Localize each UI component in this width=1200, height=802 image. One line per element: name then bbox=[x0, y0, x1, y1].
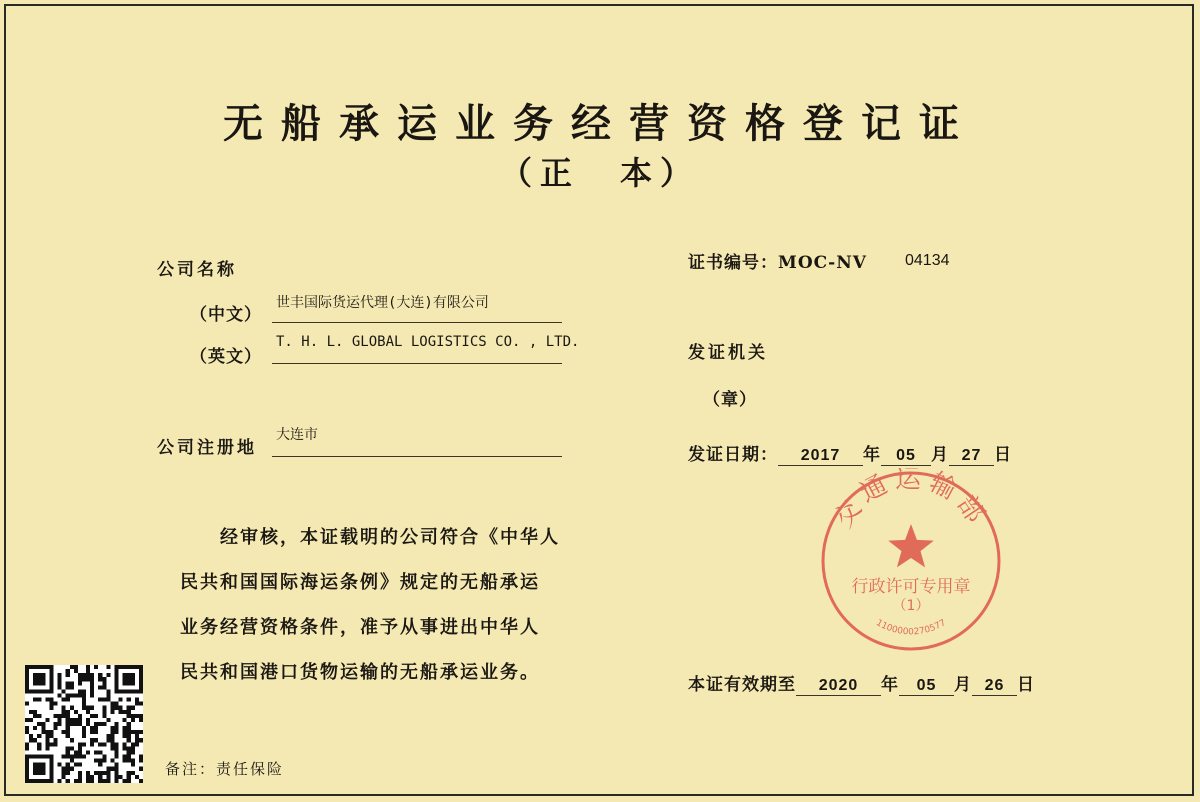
qr-code bbox=[25, 665, 143, 783]
certificate-number-label: 证书编号：MOC-NV bbox=[688, 253, 867, 273]
certificate-number-value: 04134 bbox=[905, 252, 950, 269]
registered-place-value: 大连市 bbox=[276, 427, 318, 443]
paragraph-line: 民共和国国际海运条例》规定的无船承运 bbox=[180, 572, 540, 593]
valid-until-label: 本证有效期至 bbox=[688, 675, 796, 695]
valid-year: 2020 bbox=[796, 677, 881, 696]
issue-year: 2017 bbox=[778, 447, 863, 466]
english-name-label: （英文） bbox=[190, 347, 262, 367]
certificate-subtitle: （正 本） bbox=[499, 154, 700, 192]
svg-text:行政许可专用章: 行政许可专用章 bbox=[851, 577, 971, 597]
english-name-underline bbox=[272, 363, 562, 364]
registered-place-label: 公司注册地 bbox=[157, 438, 257, 458]
certificate-title: 无船承运业务经营资格登记证 bbox=[223, 100, 977, 147]
remark-text: 备注：责任保险 bbox=[165, 760, 285, 778]
day-char: 日 bbox=[1017, 675, 1035, 695]
issue-day: 27 bbox=[949, 447, 994, 466]
year-char: 年 bbox=[863, 445, 881, 465]
svg-text:（1）: （1） bbox=[892, 598, 930, 614]
paragraph-line: 民共和国港口货物运输的无船承运业务。 bbox=[180, 662, 540, 683]
month-char: 月 bbox=[931, 445, 949, 465]
valid-until-row bbox=[688, 670, 1035, 696]
issuing-authority-label: 发证机关 bbox=[688, 343, 768, 363]
paragraph-line: 经审核，本证载明的公司符合《中华人 bbox=[220, 527, 560, 548]
english-name-value: T. H. L. GLOBAL LOGISTICS CO. , LTD. bbox=[276, 334, 580, 350]
valid-day: 26 bbox=[972, 677, 1017, 696]
issue-month: 05 bbox=[881, 447, 931, 466]
seal-label: （章） bbox=[703, 390, 757, 410]
paragraph-line: 业务经营资格条件，准予从事进出中华人 bbox=[180, 617, 540, 638]
valid-month: 05 bbox=[899, 677, 954, 696]
issue-date-row bbox=[688, 440, 1012, 466]
month-char: 月 bbox=[954, 675, 972, 695]
chinese-name-label: （中文） bbox=[190, 305, 262, 325]
registered-place-underline bbox=[272, 456, 562, 457]
year-char: 年 bbox=[881, 675, 899, 695]
chinese-name-value: 世丰国际货运代理(大连)有限公司 bbox=[276, 295, 489, 311]
chinese-name-underline bbox=[272, 322, 562, 323]
svg-text:交通运输部: 交通运输部 bbox=[828, 468, 994, 534]
issue-date-label: 发证日期： bbox=[688, 445, 778, 465]
approval-paragraph bbox=[180, 515, 560, 695]
svg-text:1100000270577: 1100000270577 bbox=[874, 618, 948, 638]
company-name-label: 公司名称 bbox=[157, 260, 237, 280]
day-char: 日 bbox=[994, 445, 1012, 465]
